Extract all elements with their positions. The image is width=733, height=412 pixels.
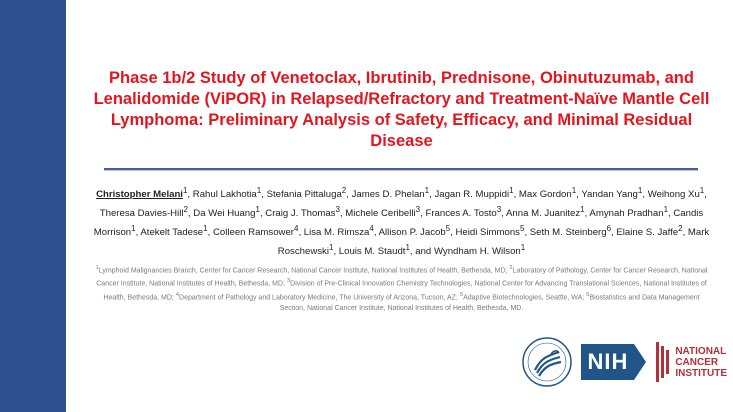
- nci-line-3: INSTITUTE: [675, 367, 727, 379]
- author-affiliation: 1: [131, 223, 136, 233]
- author-affiliation: 1: [637, 186, 643, 195]
- author-affiliation: 1: [663, 204, 669, 214]
- author-name: Atekelt Tadese: [140, 226, 204, 238]
- author-affiliation: 2: [341, 186, 347, 195]
- nih-logo-text: NIH: [581, 344, 634, 380]
- author-name: Da Wei Huang: [193, 207, 256, 219]
- author-affiliation: 6: [606, 223, 612, 233]
- author-affiliation: 2: [183, 204, 188, 214]
- title-divider: [104, 168, 698, 171]
- author-affiliation: 1: [328, 242, 334, 252]
- author-name: Wyndham H. Wilson: [433, 245, 521, 257]
- left-accent-bar: [0, 0, 66, 412]
- affiliation-number: 2: [509, 265, 513, 271]
- author-affiliation: 1: [424, 186, 430, 195]
- author-name: Max Gordon: [518, 189, 572, 201]
- author-joiner: and: [415, 245, 434, 257]
- author-name: Jagan R. Muppidi: [434, 189, 510, 201]
- hhs-seal-icon: [521, 336, 573, 388]
- affiliation-number: 1: [95, 265, 99, 271]
- nci-stripes-icon: [656, 340, 672, 384]
- author-affiliation: 4: [294, 223, 299, 233]
- author-name: Theresa Davies-Hill: [99, 207, 184, 219]
- author-affiliation: 1: [509, 186, 514, 195]
- author-affiliation: 5: [445, 223, 451, 233]
- author-name: Weihong Xu: [647, 189, 700, 201]
- author-name: Yandan Yang: [581, 189, 638, 201]
- affiliation-number: 3: [286, 278, 291, 285]
- author-affiliation: 3: [335, 204, 340, 214]
- author-affiliation: 1: [256, 186, 262, 195]
- affiliation-text: Department of Pathology and Laboratory Medicine, The University of Arizona, Tucson, AZ;: [179, 293, 460, 301]
- logo-row: [521, 332, 727, 392]
- author-name: Mark Roschewski: [277, 226, 710, 257]
- author-affiliation: 1: [520, 242, 526, 252]
- nci-line-1: NATIONAL: [675, 345, 727, 357]
- affiliation-text: Adaptive Biotechnologies, Seattle, WA;: [463, 293, 587, 301]
- author-affiliation: 4: [369, 223, 374, 233]
- author-affiliation: 5: [519, 223, 525, 233]
- affiliation-text: Lymphoid Malignancies Branch, Center for Cancer Research, National Cancer Institute, National Institutes of Health, Bethesda, MD;: [98, 267, 510, 275]
- affiliation-number: 6: [586, 291, 590, 298]
- author-name: Rahul Lakhotia: [192, 189, 257, 201]
- affiliation-text: Laboratory of Pathology, Center for Cancer Research, National Cancer Institute, National Institutes of Health, Bethesda, MD;: [96, 267, 708, 288]
- author-name: Colleen Ramsower: [212, 226, 294, 238]
- presenter-name: Christopher Melani: [96, 189, 183, 201]
- affiliations: [92, 263, 711, 314]
- author-name: Frances A. Tosto: [425, 207, 497, 219]
- affiliation-text: Biostatistics and Data Management Section, National Cancer Institute, National Institutes of Health, Bethesda, MD.: [279, 293, 700, 312]
- author-affiliation: 1: [699, 186, 705, 195]
- slide-title: Phase 1b/2 Study of Venetoclax, Ibrutinib, Prednisone, Obinutuzumab, and Lenalidomide (ViPOR) in Relapsed/Refractory and Treatment-Naïve Mantle Cell Lymphoma: Preliminary Analysis of Safety, Efficacy, and Minimal Residual Disease: [93, 69, 710, 150]
- nih-logo: [581, 344, 646, 380]
- author-affiliation: 3: [496, 204, 502, 214]
- author-affiliation: 1: [580, 204, 585, 214]
- nci-logo-text: [675, 346, 727, 379]
- author-name: Allison P. Jacob: [378, 226, 446, 238]
- author-name: Michele Ceribelli: [345, 207, 416, 219]
- author-name: Seth M. Steinberg: [529, 226, 607, 238]
- affiliation-number: 4: [175, 291, 180, 298]
- author-name: Elaine S. Jaffe: [616, 226, 679, 238]
- affiliation-text: Division of Pre-Clinical Innovation Chemistry Technologies, National Center for Advancing Translational Sciences, National Institutes of Health, Bethesda, MD;: [103, 280, 707, 301]
- author-name: Lisa M. Rimsza: [303, 226, 370, 238]
- nci-line-2: CANCER: [675, 356, 719, 368]
- author-affiliation: 1: [405, 242, 410, 252]
- author-name: Anna M. Juanitez: [506, 207, 581, 219]
- author-name: Candis Morrison: [93, 207, 704, 238]
- author-affiliation: 2: [678, 223, 683, 233]
- author-affiliation: 1: [571, 186, 577, 195]
- affiliation-number: 5: [459, 291, 464, 298]
- author-name: Craig J. Thomas: [265, 207, 336, 219]
- author-name: Amynah Pradhan: [589, 207, 664, 219]
- nih-chevron-icon: [634, 344, 646, 380]
- nci-logo: [656, 340, 727, 384]
- author-list: Christopher Melani$^1$, Rahul Lakhotia$^1$, Stefania Pittaluga$^2$, James D. Phelan$^1$, Jagan R. Muppidi$^1$, Max Gordon$^1$, Yandan Yang$^1$, Weihong Xu$^1$, Theresa Davies-Hill$^2$, Da Wei Huang$^1$, Craig J. Thomas$^3$, Michele Ceribelli$^3$, Frances A. Tosto$^3$, Anna M. Juanitez$^1$, Amynah Pradhan$^1$, Candis Morrison$^1$, Atekelt Tadese$^1$, Colleen Ramsower$^4$, Lisa M. Rimsza$^4$, Allison P. Jacob$^5$, Heidi Simmons$^5$, Seth M. Steinberg$^6$, Elaine S. Jaffe$^2$, Mark Roschewski$^1$, Louis M. Staudt$^1$, and Wyndham H. Wilson$^1$: [93, 186, 710, 257]
- author-name: James D. Phelan: [351, 189, 425, 201]
- author-affiliation: 1: [255, 204, 260, 214]
- author-affiliation: 1: [203, 223, 208, 233]
- author-name: Louis M. Staudt: [338, 245, 406, 257]
- author-name: Heidi Simmons: [455, 226, 520, 238]
- presenter-affiliation: 1: [182, 186, 188, 195]
- author-affiliation: 3: [415, 204, 421, 214]
- author-name: Stefania Pittaluga: [266, 189, 342, 201]
